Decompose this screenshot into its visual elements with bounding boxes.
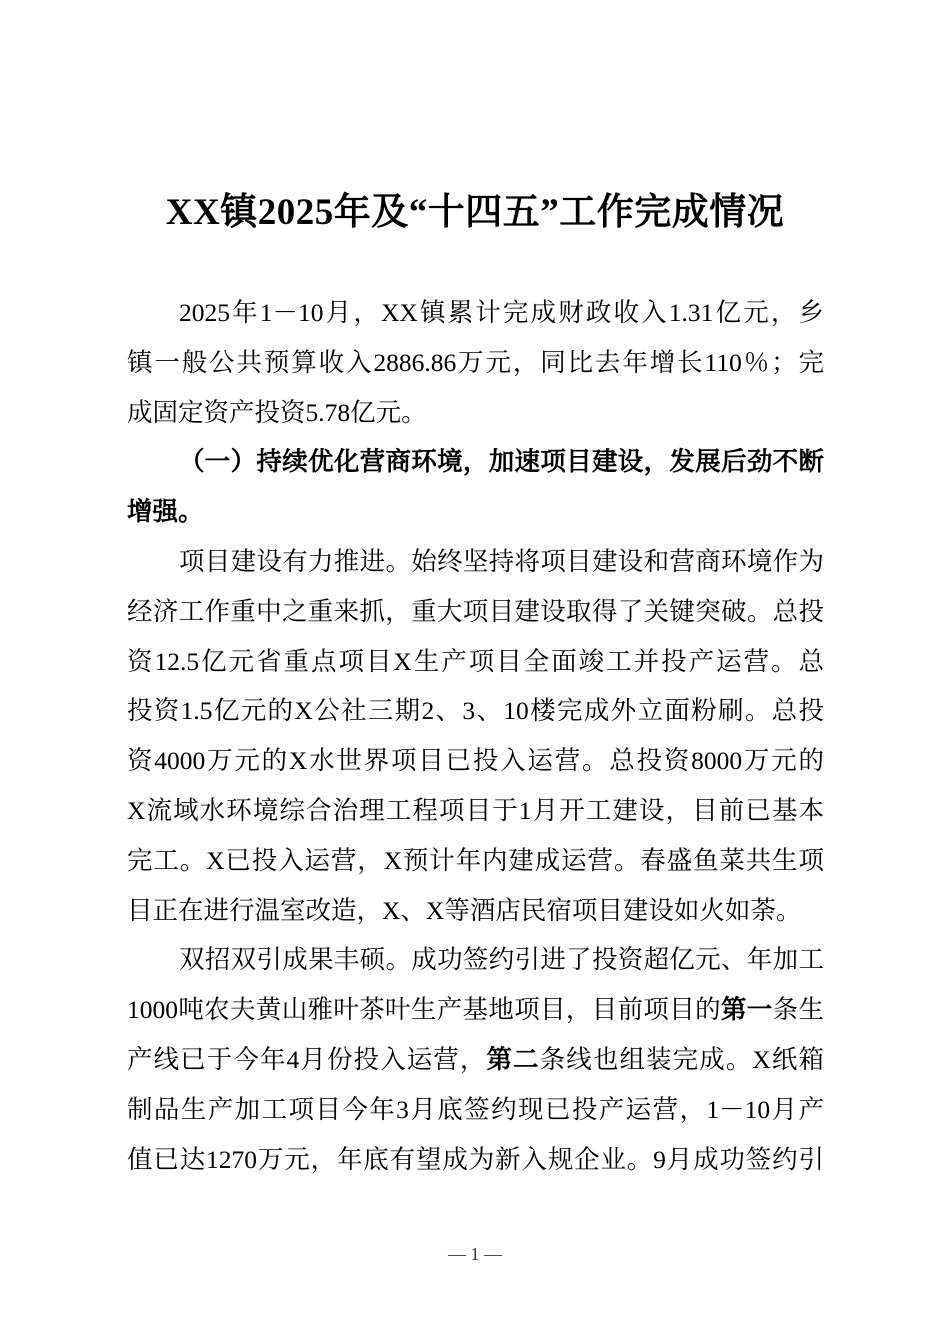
document-title: XX镇2025年及“十四五”工作完成情况: [165, 192, 785, 233]
paragraph-line: [127, 388, 824, 438]
paragraph-line: [127, 985, 824, 1035]
paragraph-line: [127, 537, 824, 587]
text-segment: 条线也组装完成。X纸箱: [539, 1044, 824, 1074]
section-heading-line: [127, 487, 824, 537]
paragraph-line: [127, 935, 824, 985]
text-segment: 1000吨农夫黄山雅叶茶叶生产基地项目，目前项目的: [127, 995, 721, 1025]
paragraph-line: [127, 686, 824, 736]
text-segment: 2025年1－10月，XX镇累计完成财政收入1.31亿元，乡: [179, 298, 824, 327]
text-segment: （一）持续优化营商环境，加速项目建设，发展后劲不断: [179, 447, 824, 477]
text-segment: 投资1.5亿元的X公社三期2、3、10楼完成外立面粉刷。总投: [127, 696, 824, 726]
text-segment: 完工。X已投入运营，X预计年内建成运营。春盛鱼菜共生项: [127, 845, 824, 875]
text-segment: 资12.5亿元省重点项目X生产项目全面竣工并投产运营。总: [127, 646, 824, 676]
text-segment: 经济工作重中之重来抓，重大项目建设取得了关键突破。总投: [127, 596, 824, 626]
section-heading-line: [127, 437, 824, 487]
text-segment: 双招双引成果丰硕。成功签约引进了投资超亿元、年加工: [179, 945, 824, 975]
bold-text: 第二: [486, 1044, 540, 1074]
text-segment: 产线已于今年4月份投入运营，: [127, 1044, 487, 1074]
paragraph-line: [127, 886, 824, 936]
paragraph-line: [127, 836, 824, 886]
paragraph-line: [127, 1035, 824, 1085]
text-segment: 镇一般公共预算收入2886.86万元，同比去年增长110％；完: [127, 347, 824, 377]
paragraph-line: [127, 736, 824, 786]
paragraph-line: [127, 637, 824, 687]
text-segment: 资4000万元的X水世界项目已投入运营。总投资8000万元的: [127, 746, 824, 776]
text-segment: 值已达1270万元，年底有望成为新入规企业。9月成功签约引: [127, 1144, 824, 1174]
text-segment: X流域水环境综合治理工程项目于1月开工建设，目前已基本: [127, 795, 824, 825]
paragraph-line: [127, 338, 824, 388]
text-segment: 制品生产加工项目今年3月底签约现已投产运营，1－10月产: [127, 1094, 824, 1124]
bold-text: 第一: [720, 995, 773, 1025]
text-segment: 项目建设有力推进。始终坚持将项目建设和营商环境作为: [179, 546, 824, 576]
document-body: [127, 288, 824, 1184]
text-segment: 增强。: [127, 497, 204, 527]
paragraph-line: [127, 288, 824, 338]
text-segment: 目正在进行温室改造，X、X等酒店民宿项目建设如火如荼。: [127, 895, 802, 925]
text-segment: 条生: [772, 995, 824, 1025]
page-number: — 1 —: [448, 1244, 502, 1264]
paragraph-line: [127, 587, 824, 637]
paragraph-line: [127, 1135, 824, 1185]
text-segment: 成固定资产投资5.78亿元。: [127, 397, 427, 427]
paragraph-line: [127, 786, 824, 836]
paragraph-line: [127, 1085, 824, 1135]
